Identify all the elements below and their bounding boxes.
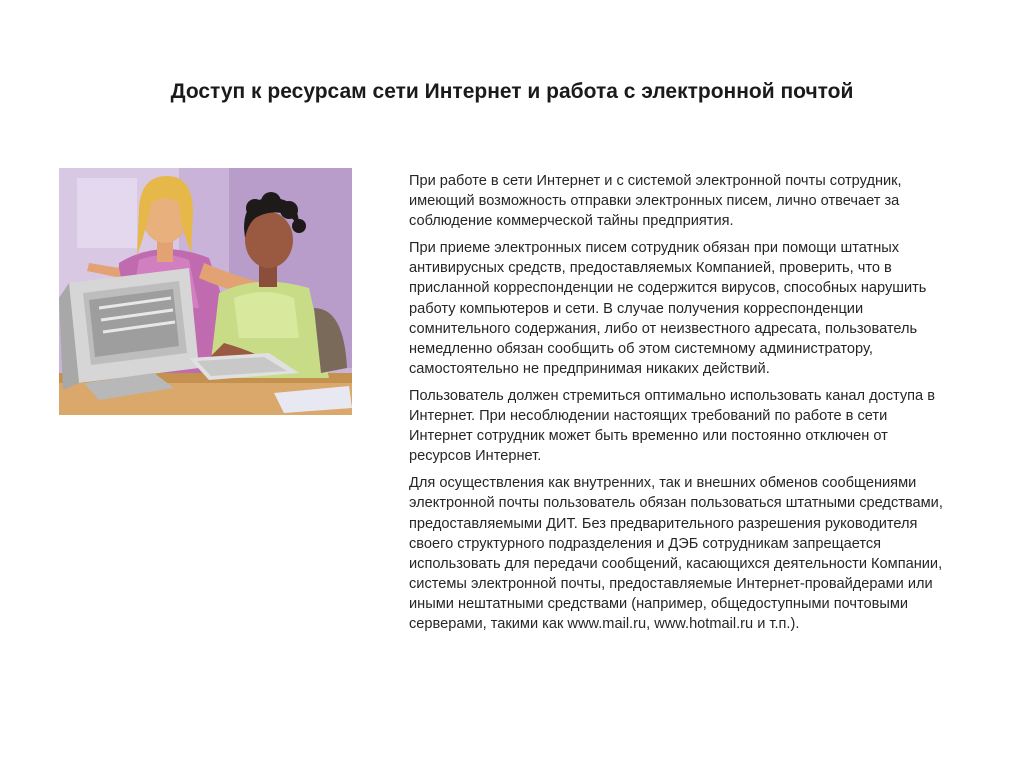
paragraph-4: Для осуществления как внутренних, так и внешних обменов сообщениями электронной почты пользователь обязан пользоваться штатными средствами, предоставляемыми ДИТ. Без предварительного разрешения руководителя своего структурного подразделения и ДЭБ сотрудникам запрещается использовать для передачи сообщений, касающихся деятельности Компании, системы электронной почты, предоставляемые Интернет-провайдерами или иными нештатными средствами (например, общедоступными почтовыми серверами, такими как www.mail.ru, www.hotmail.ru и т.п.).: [409, 475, 943, 632]
office-workers-computer-illustration: [59, 168, 352, 415]
slide-title: Доступ к ресурсам сети Интернет и работа с электронной почтой: [170, 80, 854, 103]
paragraph-3: Пользователь должен стремиться оптимально использовать канал доступа в Интернет. При несоблюдении настоящих требований по работе в сети Интернет сотрудник может быть временно или постоянно отключен от ресурсов Интернет.: [409, 387, 935, 465]
body-text: [409, 171, 949, 641]
paragraph-1: При работе в сети Интернет и с системой электронной почты сотрудник, имеющий возможность отправки электронных писем, лично отвечает за соблюдение коммерческой тайны предприятия.: [409, 173, 902, 230]
paragraph-2: При приеме электронных писем сотрудник обязан при помощи штатных антивирусных средств, предоставляемых Компанией, проверить, что в присланной корреспонденции не содержится вирусов, способных нарушить работу компьютеров и сети. В случае получения корреспонденции сомнительного содержания, либо от неизвестного адресата, пользователь немедленно обязан сообщить об этом системному администратору, самостоятельно не предпринимая никаких действий.: [409, 240, 927, 377]
